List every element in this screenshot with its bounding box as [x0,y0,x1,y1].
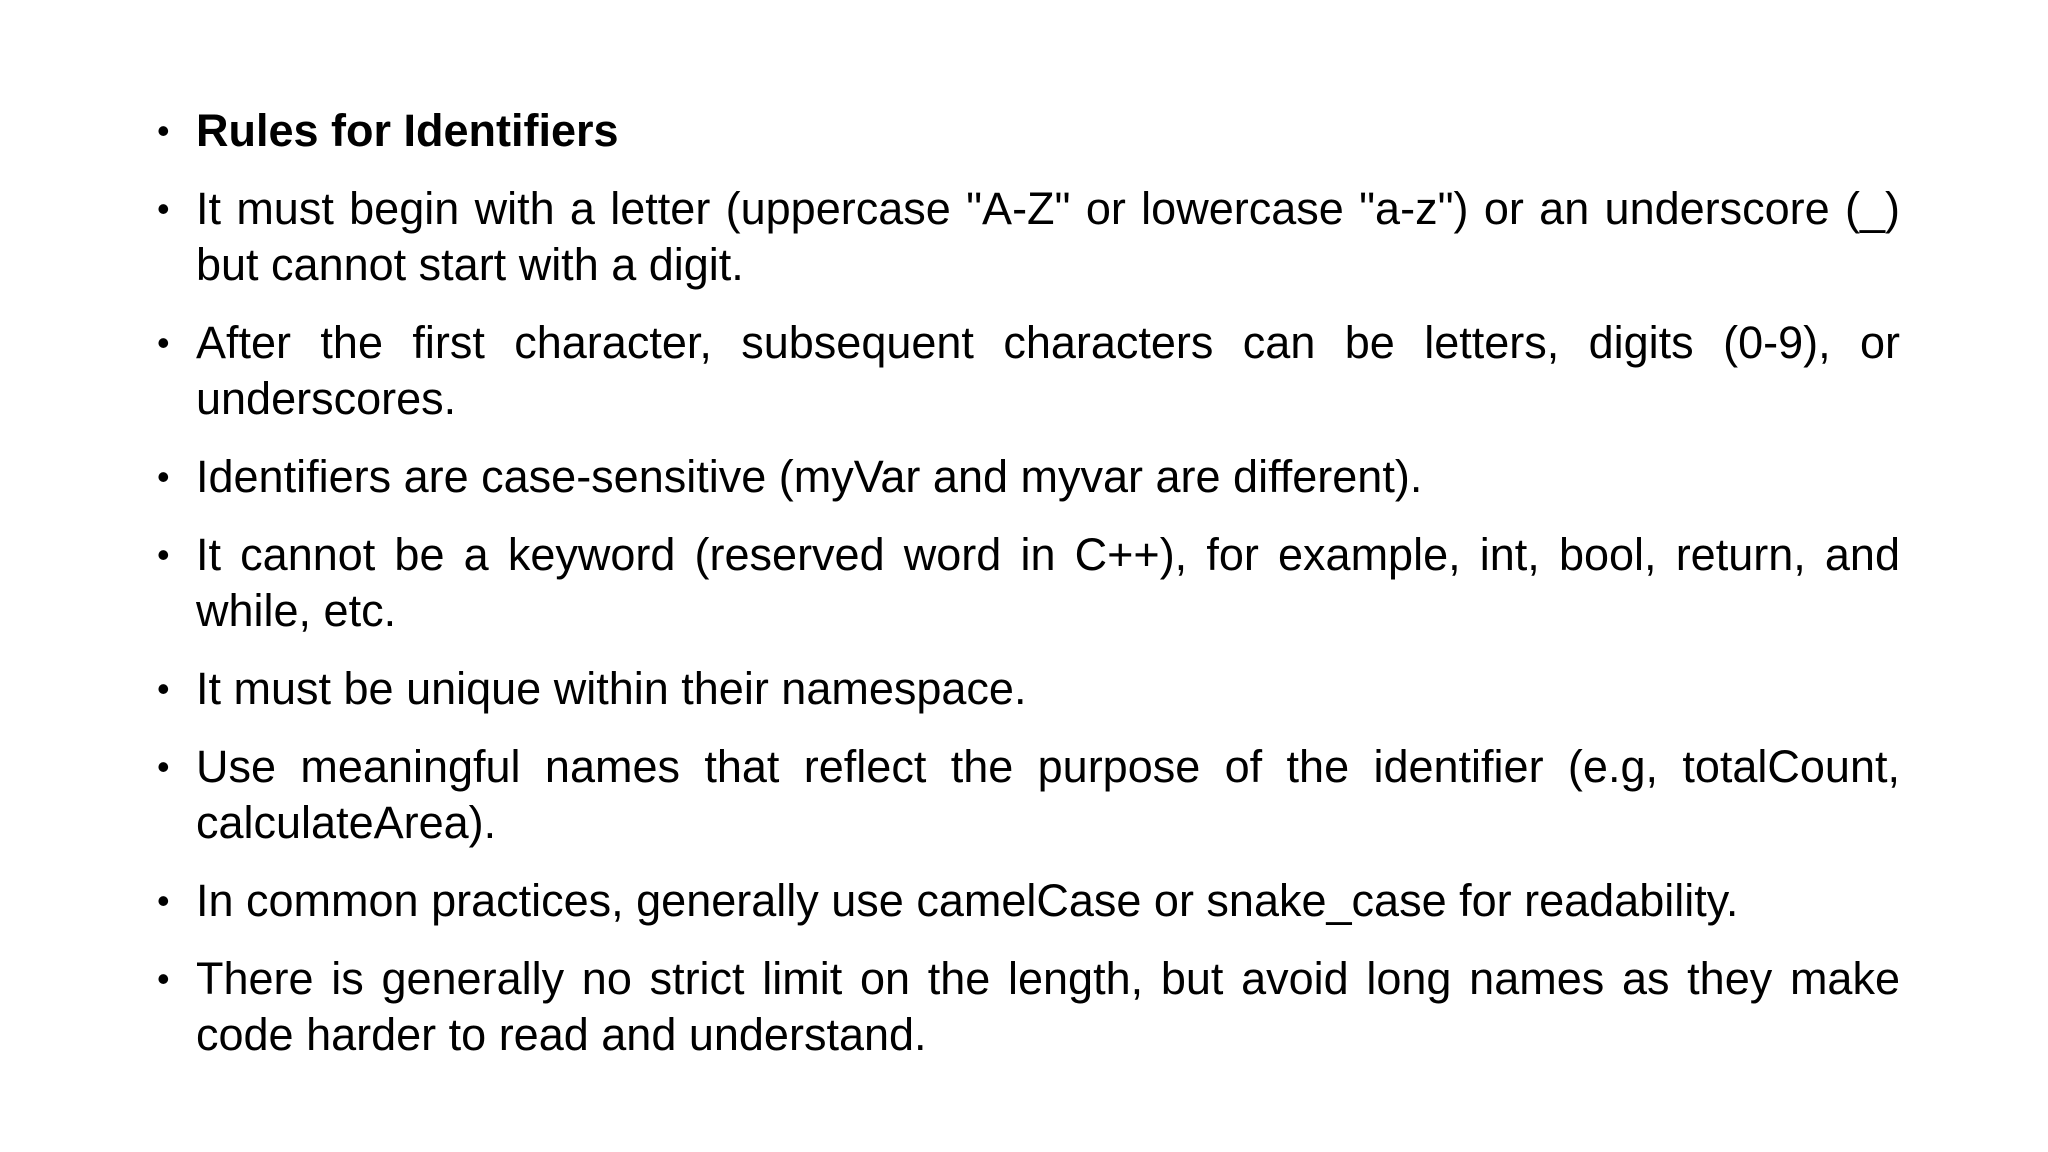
bullet-icon: • [157,746,170,787]
bullet-item [152,739,1900,851]
bullet-text: After the first character, subsequent characters can be letters, digits (0-9), or underscores. [196,317,1900,424]
bullet-icon: • [157,534,170,575]
bullet-text: In common practices, generally use camelCase or snake_case for readability. [196,875,1739,926]
bullet-text: It must be unique within their namespace. [196,663,1027,714]
bullet-item [152,951,1900,1063]
bullet-text: Identifiers are case-sensitive (myVar and myvar are different). [196,451,1423,502]
bullet-icon: • [157,322,170,363]
bullet-list [152,103,1900,1085]
bullet-item-heading [152,103,1900,159]
bullet-text: There is generally no strict limit on the length, but avoid long names as they make code harder to read and understand. [196,953,1900,1060]
bullet-icon: • [157,110,170,151]
bullet-item [152,315,1900,427]
bullet-item [152,661,1900,717]
bullet-icon: • [157,880,170,921]
bullet-item [152,527,1900,639]
bullet-item [152,873,1900,929]
bullet-text: Use meaningful names that reflect the purpose of the identifier (e.g, totalCount, calculateArea). [196,741,1900,848]
bullet-icon: • [157,668,170,709]
bullet-text: It must begin with a letter (uppercase "A-Z" or lowercase "a-z") or an underscore (_) but cannot start with a digit. [196,183,1900,290]
bullet-icon: • [157,456,170,497]
bullet-text: It cannot be a keyword (reserved word in C++), for example, int, bool, return, and while, etc. [196,529,1900,636]
bullet-icon: • [157,958,170,999]
bullet-item [152,449,1900,505]
bullet-heading-text: Rules for Identifiers [196,105,619,156]
bullet-item [152,181,1900,293]
bullet-icon: • [157,188,170,229]
